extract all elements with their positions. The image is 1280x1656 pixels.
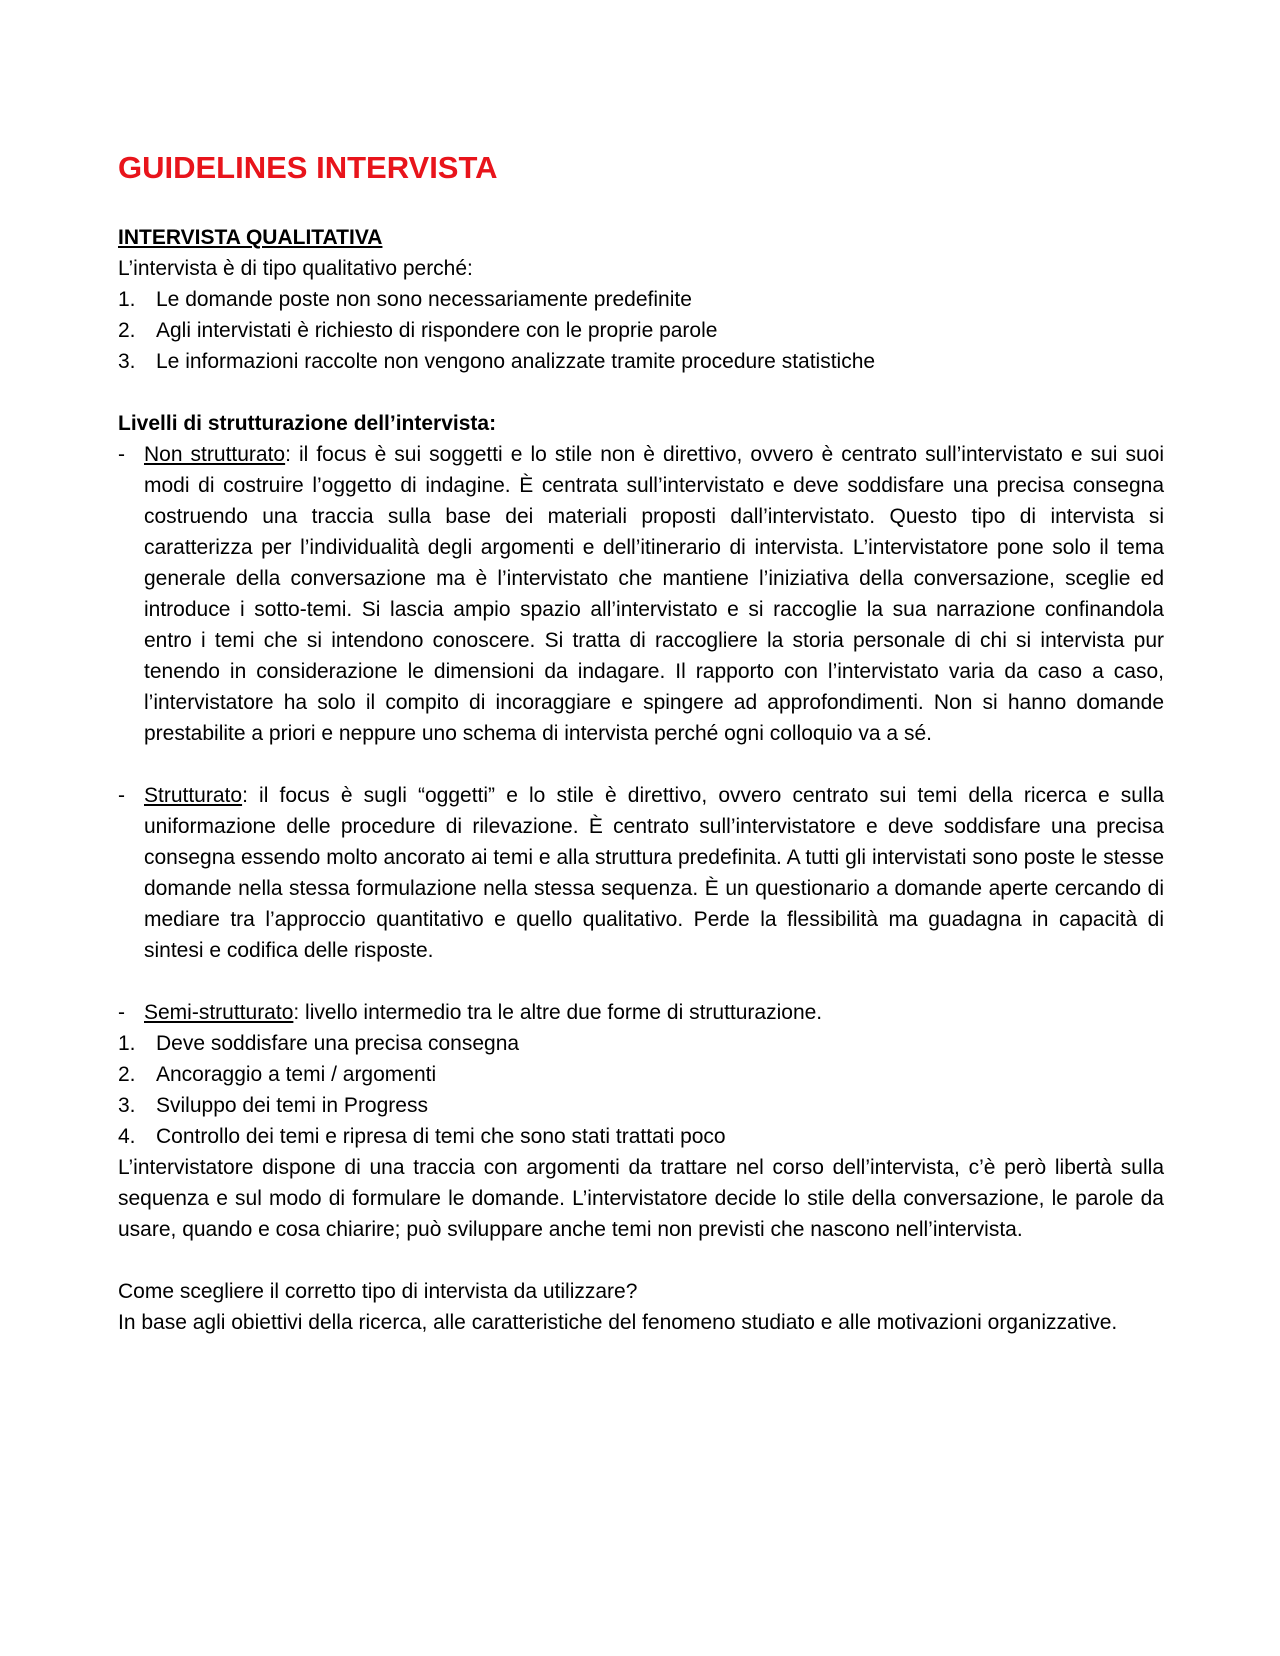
- list-item-text: Deve soddisfare una precisa consegna: [156, 1032, 520, 1055]
- list-item: [118, 780, 1164, 966]
- spacer: [118, 749, 1164, 780]
- list-number: 4.: [118, 1125, 136, 1148]
- spacer: [118, 966, 1164, 997]
- livelli-list-strutturato: [118, 780, 1164, 966]
- spacer: [118, 377, 1164, 408]
- term-non-strutturato: Non strutturato: [144, 443, 286, 466]
- list-number: 3.: [118, 1094, 136, 1117]
- list-item-text: Controllo dei temi e ripresa di temi che sono stati trattati poco: [156, 1125, 726, 1148]
- description-strutturato: : il focus è sugli “oggetti” e lo stile è direttivo, ovvero centrato sui temi della ricerca e sulla uniformazione delle procedure di rilevazione. È centrato sull’intervistatore e deve soddisfare una precisa consegna essendo molto ancorato ai temi e alla struttura predefinita. A tutti gli intervistati sono poste le stesse domande nella stessa formulazione nella stessa sequenza. È un questionario a domande aperte cercando di mediare tra l’approccio quantitativo e quello qualitativo. Perde la flessibilità ma guadagna in capacità di sintesi e codifica delle risposte.: [144, 784, 1164, 962]
- list-item: [118, 1059, 1164, 1090]
- livelli-list-non-strutturato: [118, 439, 1164, 749]
- qualitativa-list: [118, 284, 1164, 377]
- list-item: [118, 1090, 1164, 1121]
- livelli-list-semi-strutturato: [118, 997, 1164, 1028]
- dash-marker: -: [118, 784, 125, 807]
- section-heading-livelli: Livelli di strutturazione dell’intervista:: [118, 412, 497, 435]
- semi-strutturato-list: [118, 1028, 1164, 1152]
- qualitativa-intro: L’intervista è di tipo qualitativo perché:: [118, 257, 473, 280]
- list-item: [118, 1028, 1164, 1059]
- spacer: [118, 1245, 1164, 1276]
- section-heading-qualitativa: INTERVISTA QUALITATIVA: [118, 226, 383, 249]
- list-number: 1.: [118, 1032, 136, 1055]
- list-item: [118, 315, 1164, 346]
- list-item-text: Le informazioni raccolte non vengono analizzate tramite procedure statistiche: [156, 350, 876, 373]
- list-item: [118, 284, 1164, 315]
- list-item-text: Le domande poste non sono necessariamente predefinite: [156, 288, 692, 311]
- document-page: [118, 148, 1164, 1338]
- list-item-text: Sviluppo dei temi in Progress: [156, 1094, 428, 1117]
- list-number: 2.: [118, 319, 136, 342]
- list-item-text: Agli intervistati è richiesto di rispondere con le proprie parole: [156, 319, 718, 342]
- term-semi-strutturato: Semi-strutturato: [144, 1001, 294, 1024]
- list-item: [118, 997, 1164, 1028]
- list-item: [118, 346, 1164, 377]
- description-non-strutturato: : il focus è sui soggetti e lo stile non è direttivo, ovvero è centrato sull’intervistato e sui suoi modi di costruire l’oggetto di indagine. È centrata sull’intervistato e deve soddisfare una precisa consegna costruendo una traccia sulla base dei materiali proposti dall’intervistato. Questo tipo di intervista si caratterizza per l’individualità degli argomenti e dell’itinerario di intervista. L’intervistatore pone solo il tema generale della conversazione ma è l’intervistato che mantiene l’iniziativa della conversazione, sceglie ed introduce i sotto-temi. Si lascia ampio spazio all’intervistato e si raccoglie la sua narrazione confinandola entro i temi che si intendono conoscere. Si tratta di raccogliere la storia personale di chi si intervista pur tenendo in considerazione le dimensioni da indagare. Il rapporto con l’intervistato varia da caso a caso, l’intervistatore ha solo il compito di incoraggiare e spingere ad approfondimenti. Non si hanno domande prestabilite a priori e neppure uno schema di intervista perché ogni colloquio va a sé.: [144, 443, 1164, 745]
- dash-marker: -: [118, 1001, 125, 1024]
- semi-strutturato-paragraph: L’intervistatore dispone di una traccia con argomenti da trattare nel corso dell’intervista, c’è però libertà sulla sequenza e sul modo di formulare le domande. L’intervistatore decide lo stile della conversazione, le parole da usare, quando e cosa chiarire; può sviluppare anche temi non previsti che nascono nell’intervista.: [118, 1156, 1164, 1241]
- scelta-question: Come scegliere il corretto tipo di intervista da utilizzare?: [118, 1280, 638, 1303]
- dash-marker: -: [118, 443, 125, 466]
- list-number: 2.: [118, 1063, 136, 1086]
- list-item: [118, 1121, 1164, 1152]
- description-semi-strutturato: : livello intermedio tra le altre due forme di strutturazione.: [293, 1001, 823, 1024]
- list-number: 3.: [118, 350, 136, 373]
- scelta-answer: In base agli obiettivi della ricerca, alle caratteristiche del fenomeno studiato e alle motivazioni organizzative.: [118, 1311, 1118, 1334]
- list-item-text: Ancoraggio a temi / argomenti: [156, 1063, 437, 1086]
- document-title: GUIDELINES INTERVISTA: [118, 150, 498, 185]
- list-item: [118, 439, 1164, 749]
- term-strutturato: Strutturato: [144, 784, 243, 807]
- list-number: 1.: [118, 288, 136, 311]
